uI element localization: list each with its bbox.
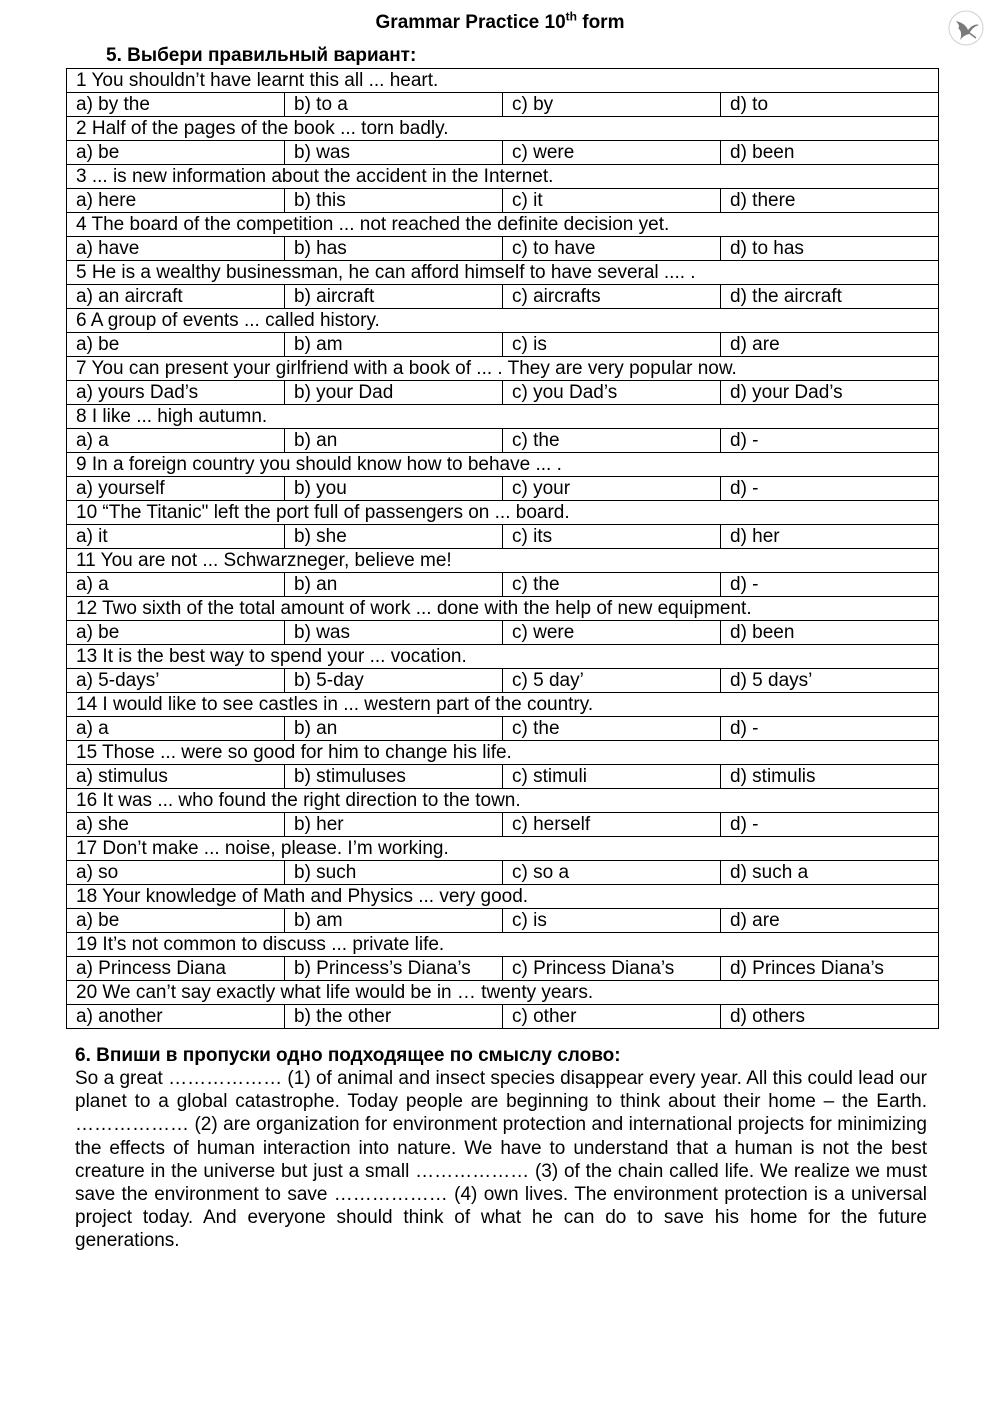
- answer-option-b: b) Princess’s Diana’s: [285, 957, 503, 981]
- question-row: [67, 885, 939, 909]
- section-6-heading: 6. Впиши в пропуски одно подходящее по смыслу слово:: [75, 1045, 621, 1066]
- question-row: [67, 165, 939, 189]
- options-row: [67, 765, 939, 789]
- quiz-body: [67, 69, 939, 1029]
- options-row: [67, 189, 939, 213]
- answer-option-c: c) were: [503, 621, 721, 645]
- question-text: 10 “The Titanic" left the port full of passengers on ... board.: [67, 501, 939, 525]
- question-row: [67, 117, 939, 141]
- answer-option-d: d) others: [721, 1005, 939, 1029]
- answer-option-c: c) the: [503, 429, 721, 453]
- question-text: 3 ... is new information about the accident in the Internet.: [67, 165, 939, 189]
- answer-option-b: b) you: [285, 477, 503, 501]
- question-text: 6 A group of events ... called history.: [67, 309, 939, 333]
- question-text: 16 It was ... who found the right direction to the town.: [67, 789, 939, 813]
- answer-option-d: d) such a: [721, 861, 939, 885]
- answer-option-d: d) -: [721, 717, 939, 741]
- question-text: 4 The board of the competition ... not reached the definite decision yet.: [67, 213, 939, 237]
- question-row: [67, 357, 939, 381]
- question-row: [67, 981, 939, 1005]
- answer-option-b: b) your Dad: [285, 381, 503, 405]
- question-text: 1 You shouldn’t have learnt this all ... heart.: [67, 69, 939, 93]
- answer-option-b: b) was: [285, 141, 503, 165]
- answer-option-d: d) -: [721, 573, 939, 597]
- question-text: 9 In a foreign country you should know how to behave ... .: [67, 453, 939, 477]
- answer-option-c: c) your: [503, 477, 721, 501]
- answer-option-a: a) a: [67, 429, 285, 453]
- answer-option-d: d) -: [721, 429, 939, 453]
- question-text: 19 It’s not common to discuss ... private life.: [67, 933, 939, 957]
- title-superscript: th: [565, 9, 577, 24]
- answer-option-b: b) stimuluses: [285, 765, 503, 789]
- answer-option-c: c) is: [503, 333, 721, 357]
- answer-option-d: d) Princes Diana’s: [721, 957, 939, 981]
- section-6-paragraph: So a great ……………… (1) of animal and insect species disappear every year. All this could lead our planet to a global catastrophe. Today people are beginning to think about their home – the Earth. ……………… (2) are organization for environment protection and international projects for minimizing the effects of human interaction into nature. We have to understand that a human is not the best creature in the universe but just a small ……………… (3) of the chain called life. We realize we must save the environment to save ……………… (4) own lives. The environment protection is a universal project today. And everyone should think of what he can do to save his home for the future generations.: [75, 1068, 927, 1252]
- answer-option-b: b) was: [285, 621, 503, 645]
- answer-option-d: d) 5 days’: [721, 669, 939, 693]
- question-row: [67, 501, 939, 525]
- options-row: [67, 285, 939, 309]
- answer-option-d: d) been: [721, 141, 939, 165]
- answer-option-d: d) the aircraft: [721, 285, 939, 309]
- question-text: 8 I like ... high autumn.: [67, 405, 939, 429]
- question-row: [67, 645, 939, 669]
- answer-option-d: d) there: [721, 189, 939, 213]
- answer-option-a: a) another: [67, 1005, 285, 1029]
- options-row: [67, 669, 939, 693]
- answer-option-c: c) were: [503, 141, 721, 165]
- question-row: [67, 261, 939, 285]
- question-text: 13 It is the best way to spend your ... vocation.: [67, 645, 939, 669]
- answer-option-b: b) has: [285, 237, 503, 261]
- options-row: [67, 957, 939, 981]
- answer-option-d: d) are: [721, 333, 939, 357]
- options-row: [67, 93, 939, 117]
- options-row: [67, 429, 939, 453]
- answer-option-c: c) it: [503, 189, 721, 213]
- answer-option-b: b) am: [285, 909, 503, 933]
- question-row: [67, 741, 939, 765]
- question-row: [67, 597, 939, 621]
- answer-option-a: a) yours Dad’s: [67, 381, 285, 405]
- answer-option-a: a) it: [67, 525, 285, 549]
- title-suffix: form: [576, 12, 625, 33]
- bird-logo-icon: [946, 8, 986, 48]
- answer-option-a: a) have: [67, 237, 285, 261]
- answer-option-d: d) to has: [721, 237, 939, 261]
- question-row: [67, 453, 939, 477]
- question-row: [67, 309, 939, 333]
- answer-option-a: a) yourself: [67, 477, 285, 501]
- options-row: [67, 237, 939, 261]
- answer-option-a: a) she: [67, 813, 285, 837]
- question-text: 15 Those ... were so good for him to change his life.: [67, 741, 939, 765]
- options-row: [67, 477, 939, 501]
- answer-option-c: c) by: [503, 93, 721, 117]
- question-row: [67, 789, 939, 813]
- question-row: [67, 693, 939, 717]
- answer-option-a: a) be: [67, 621, 285, 645]
- answer-option-a: a) an aircraft: [67, 285, 285, 309]
- answer-option-b: b) an: [285, 573, 503, 597]
- options-row: [67, 717, 939, 741]
- options-row: [67, 1005, 939, 1029]
- answer-option-a: a) be: [67, 909, 285, 933]
- title-text: Grammar Practice 10: [375, 12, 566, 33]
- answer-option-a: a) a: [67, 717, 285, 741]
- answer-option-c: c) 5 day’: [503, 669, 721, 693]
- quiz-table: [66, 68, 939, 1029]
- answer-option-a: a) a: [67, 573, 285, 597]
- answer-option-a: a) Princess Diana: [67, 957, 285, 981]
- answer-option-a: a) stimulus: [67, 765, 285, 789]
- page-title: [0, 10, 1000, 36]
- answer-option-b: b) the other: [285, 1005, 503, 1029]
- options-row: [67, 909, 939, 933]
- answer-option-d: d) been: [721, 621, 939, 645]
- answer-option-b: b) an: [285, 717, 503, 741]
- question-text: 2 Half of the pages of the book ... torn badly.: [67, 117, 939, 141]
- answer-option-d: d) to: [721, 93, 939, 117]
- question-text: 5 He is a wealthy businessman, he can afford himself to have several .... .: [67, 261, 939, 285]
- answer-option-c: c) the: [503, 573, 721, 597]
- answer-option-b: b) such: [285, 861, 503, 885]
- question-text: 11 You are not ... Schwarzneger, believe me!: [67, 549, 939, 573]
- answer-option-d: d) stimulis: [721, 765, 939, 789]
- question-row: [67, 405, 939, 429]
- options-row: [67, 381, 939, 405]
- question-text: 20 We can’t say exactly what life would be in … twenty years.: [67, 981, 939, 1005]
- answer-option-b: b) 5-day: [285, 669, 503, 693]
- options-row: [67, 525, 939, 549]
- answer-option-b: b) aircraft: [285, 285, 503, 309]
- answer-option-b: b) am: [285, 333, 503, 357]
- answer-option-c: c) other: [503, 1005, 721, 1029]
- options-row: [67, 333, 939, 357]
- answer-option-a: a) here: [67, 189, 285, 213]
- answer-option-c: c) aircrafts: [503, 285, 721, 309]
- answer-option-d: d) -: [721, 477, 939, 501]
- answer-option-b: b) her: [285, 813, 503, 837]
- question-row: [67, 933, 939, 957]
- question-row: [67, 549, 939, 573]
- answer-option-d: d) are: [721, 909, 939, 933]
- answer-option-b: b) to a: [285, 93, 503, 117]
- answer-option-a: a) be: [67, 141, 285, 165]
- answer-option-c: c) is: [503, 909, 721, 933]
- answer-option-c: c) stimuli: [503, 765, 721, 789]
- question-text: 18 Your knowledge of Math and Physics ... very good.: [67, 885, 939, 909]
- answer-option-a: a) 5-days’: [67, 669, 285, 693]
- answer-option-c: c) so a: [503, 861, 721, 885]
- question-row: [67, 837, 939, 861]
- answer-option-a: a) so: [67, 861, 285, 885]
- answer-option-d: d) -: [721, 813, 939, 837]
- section-5-heading: 5. Выбери правильный вариант:: [106, 45, 417, 66]
- answer-option-c: c) the: [503, 717, 721, 741]
- answer-option-a: a) by the: [67, 93, 285, 117]
- answer-option-b: b) she: [285, 525, 503, 549]
- answer-option-c: c) Princess Diana’s: [503, 957, 721, 981]
- question-text: 7 You can present your girlfriend with a book of ... . They are very popular now.: [67, 357, 939, 381]
- question-text: 14 I would like to see castles in ... western part of the country.: [67, 693, 939, 717]
- answer-option-d: d) your Dad’s: [721, 381, 939, 405]
- options-row: [67, 573, 939, 597]
- question-row: [67, 69, 939, 93]
- options-row: [67, 813, 939, 837]
- question-text: 17 Don’t make ... noise, please. I’m working.: [67, 837, 939, 861]
- answer-option-b: b) an: [285, 429, 503, 453]
- answer-option-c: c) herself: [503, 813, 721, 837]
- answer-option-c: c) to have: [503, 237, 721, 261]
- question-row: [67, 213, 939, 237]
- options-row: [67, 141, 939, 165]
- answer-option-d: d) her: [721, 525, 939, 549]
- answer-option-c: c) its: [503, 525, 721, 549]
- options-row: [67, 621, 939, 645]
- answer-option-b: b) this: [285, 189, 503, 213]
- answer-option-c: c) you Dad’s: [503, 381, 721, 405]
- answer-option-a: a) be: [67, 333, 285, 357]
- options-row: [67, 861, 939, 885]
- question-text: 12 Two sixth of the total amount of work ... done with the help of new equipment.: [67, 597, 939, 621]
